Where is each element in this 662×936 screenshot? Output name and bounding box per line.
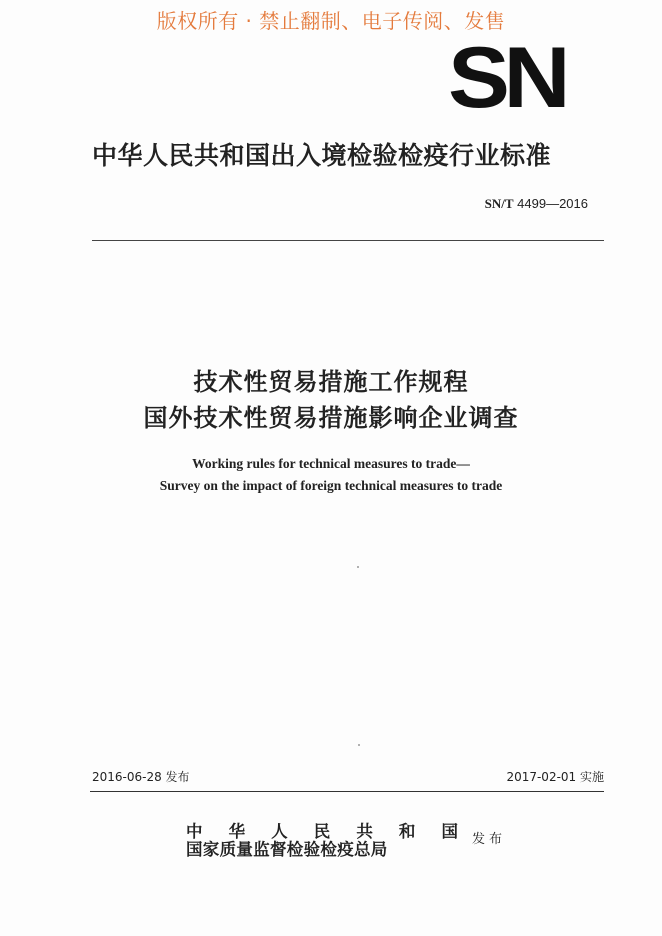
issuer-char: 华 bbox=[228, 822, 246, 841]
publish-label: 发布 bbox=[472, 832, 507, 847]
sn-logo: SN bbox=[448, 30, 565, 126]
english-title-line-2: Survey on the impact of foreign technical measures to trade bbox=[159, 478, 503, 493]
issue-date: 2016-06-28 发布 bbox=[92, 770, 190, 784]
top-divider bbox=[92, 240, 604, 241]
issuer-char: 共 bbox=[356, 822, 373, 841]
title-line-1: 技术性贸易措施工作规程 bbox=[193, 368, 469, 396]
issuer-char: 中 bbox=[186, 822, 203, 841]
implementation-date: 2017-02-01 实施 bbox=[506, 770, 604, 784]
title-line-2: 国外技术性贸易措施影响企业调查 bbox=[143, 404, 519, 432]
bottom-divider bbox=[90, 791, 604, 792]
issuer-char: 民 bbox=[313, 822, 331, 841]
issuer-agency: 国家质量监督检验检疫总局 bbox=[186, 840, 388, 859]
scan-speck bbox=[358, 744, 360, 746]
scan-speck bbox=[357, 566, 359, 568]
issuer-char: 和 bbox=[398, 822, 416, 841]
english-title-line-1: Working rules for technical measures to trade— bbox=[192, 456, 470, 471]
issuing-authority-heading: 中华人民共和国出入境检验检疫行业标准 bbox=[92, 141, 552, 170]
issuer-char: 国 bbox=[441, 822, 458, 841]
issuer-char: 人 bbox=[271, 822, 288, 841]
standard-prefix: SN/T bbox=[484, 196, 514, 211]
standard-code: 4499—2016 bbox=[513, 196, 588, 211]
copyright-watermark: 版权所有 · 禁止翻制、电子传阅、发售 bbox=[156, 9, 506, 33]
standard-number bbox=[485, 196, 588, 212]
